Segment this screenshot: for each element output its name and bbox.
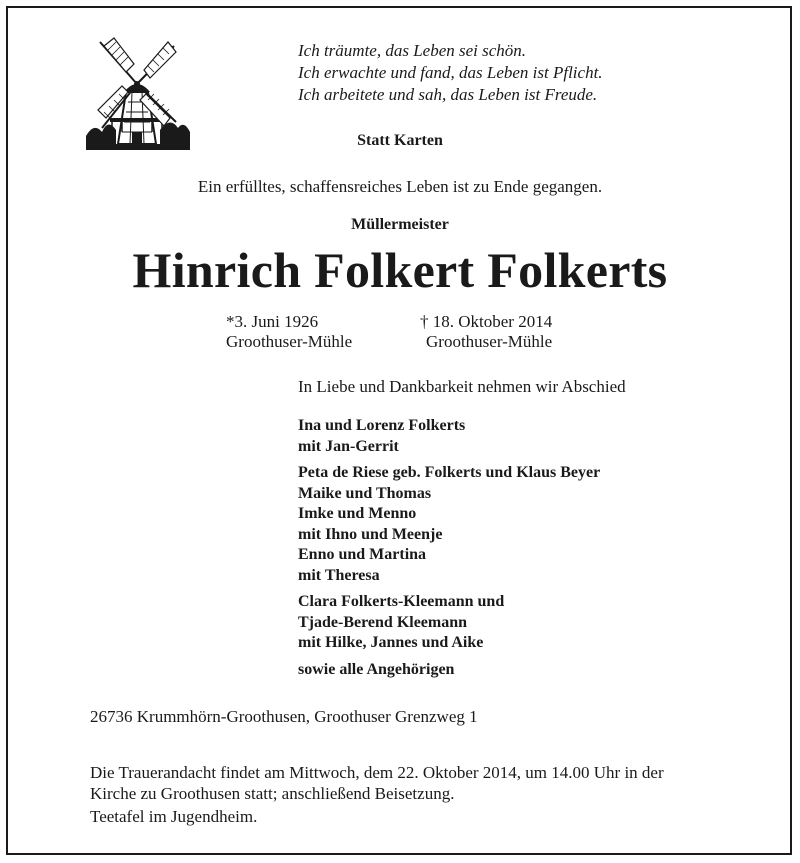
service-info [90, 762, 664, 804]
family-line: Clara Folkerts-Kleemann und [298, 593, 505, 610]
address: 26736 Krummhörn-Groothusen, Groothuser Grenzweg 1 [90, 707, 478, 726]
family-line: mit Theresa [298, 566, 380, 584]
family-group [298, 592, 600, 654]
family-group [298, 416, 600, 457]
family-line: mit Ihno und Meenje [298, 525, 443, 543]
tea-info: Teetafel im Jugendheim. [90, 807, 258, 826]
occupation-title: Müllermeister [351, 216, 449, 233]
service-line: Die Trauerandacht findet am Mittwoch, dem 22. Oktober 2014, um 14.00 Uhr in der [90, 763, 664, 782]
poem-line: Ich erwachte und fand, das Leben ist Pflicht. [298, 63, 603, 82]
family-line: Imke und Menno [298, 505, 417, 522]
family-line: Tjade-Berend Kleemann [298, 613, 468, 631]
poem [298, 40, 603, 106]
deceased-name: Hinrich Folkert Folkerts [132, 242, 668, 298]
birth-date: *3. Juni 1926 [226, 312, 319, 331]
service-line: Kirche zu Groothusen statt; anschließend Beisetzung. [90, 784, 455, 803]
family-line: Peta de Riese geb. Folkerts und Klaus Beyer [298, 464, 601, 481]
family-group [298, 463, 600, 586]
poem-line: Ich arbeitete und sah, das Leben ist Freude. [298, 85, 598, 104]
family-line: mit Jan-Gerrit [298, 437, 399, 455]
family-line: Maike und Thomas [298, 484, 432, 502]
death-place: Groothuser-Mühle [426, 332, 553, 351]
farewell-text: In Liebe und Dankbarkeit nehmen wir Abschied [298, 377, 626, 396]
poem-line: Ich träumte, das Leben sei schön. [298, 41, 527, 60]
statt-karten: Statt Karten [357, 132, 443, 149]
birth-place: Groothuser-Mühle [226, 332, 353, 351]
death-date: † 18. Oktober 2014 [420, 312, 553, 331]
family-line: Enno und Martina [298, 546, 427, 563]
family-group [298, 660, 600, 681]
family-list [298, 416, 600, 686]
intro-text: Ein erfülltes, schaffensreiches Leben ist zu Ende gegangen. [197, 177, 603, 196]
death-info [420, 312, 552, 352]
birth-info [226, 312, 352, 352]
family-line: Ina und Lorenz Folkerts [298, 417, 466, 434]
family-line: sowie alle Angehörigen [298, 660, 455, 678]
family-line: mit Hilke, Jannes und Aike [298, 634, 484, 651]
